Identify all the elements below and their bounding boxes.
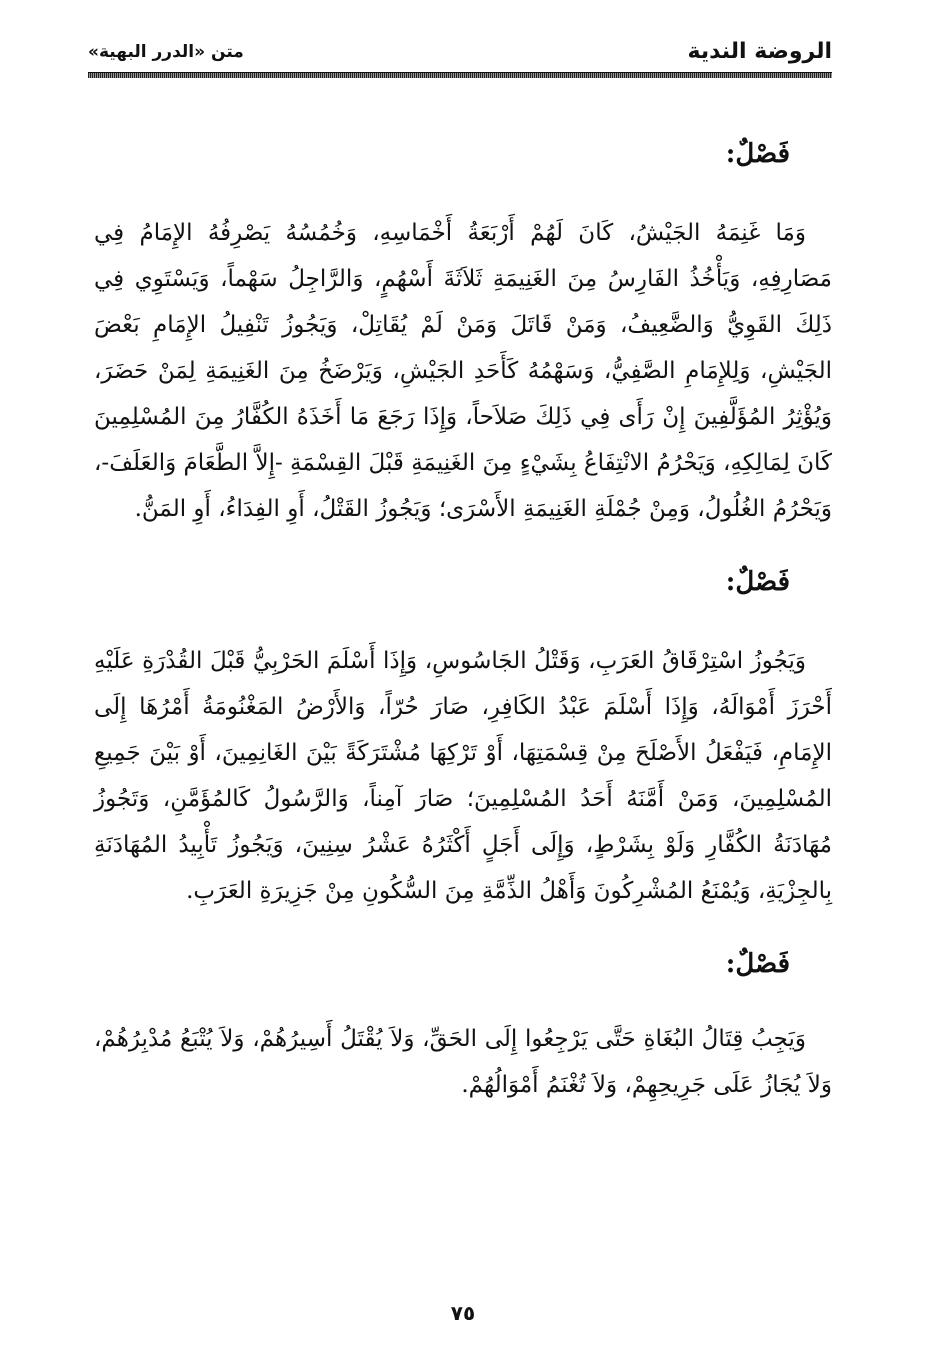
section-heading: فَصْلٌ: xyxy=(725,949,790,979)
section-paragraph: وَيَجِبُ قِتَالُ البُغَاةِ حَتَّى يَرْجِعُوا إِلَى الحَقِّ، وَلاَ يُقْتَلُ أَسِيرُهُمْ، وَلاَ يُتْبَعُ مُدْبِرُهُمْ، وَلاَ يُجَازُ عَلَى جَرِيحِهِمْ، وَلاَ تُغْنَمُ أَمْوَالُهُمْ. xyxy=(94,1026,832,1098)
section-heading: فَصْلٌ: xyxy=(725,139,790,169)
page-number: ٧٥ xyxy=(450,1301,476,1325)
book-title: الروضة الندية xyxy=(687,39,832,64)
section-paragraph: وَيَجُوزُ اسْتِرْقَاقُ العَرَبِ، وَقَتْلُ الجَاسُوسِ، وَإِذَا أَسْلَمَ الحَرْبِيُّ قَبْلَ القُدْرَةِ عَلَيْهِ أَحْرَزَ أَمْوَالَهُ، وَإِذَا أَسْلَمَ عَبْدُ الكَافِرِ، صَارَ حُرّاً، وَالأَرْضُ المَغْنُومَةُ أَمْرُهَا إِلَى الإِمَامِ، فَيَفْعَلُ الأَصْلَحَ مِنْ قِسْمَتِهَا، أَوْ تَرْكِهَا مُشْتَرَكَةً بَيْنَ الغَانِمِينَ، أَوْ بَيْنَ جَمِيعِ المُسْلِمِينَ، وَمَنْ أَمَّنَهُ أَحَدُ المُسْلِمِينَ؛ صَارَ آمِناً، وَالرَّسُولُ كَالمُؤَمَّنِ، وَتَجُوزُ مُهَادَنَةُ الكُفَّارِ وَلَوْ بِشَرْطٍ، وَإِلَى أَجَلٍ أَكْثَرُهُ عَشْرُ سِنِينَ، وَيَجُوزُ تَأْبِيدُ المُهَادَنَةِ بِالجِزْيَةِ، وَيُمْنَعُ المُشْرِكُونَ وَأَهْلُ الذِّمَّةِ مِنَ السُّكُونِ مِنْ جَزِيرَةِ العَرَبِ. xyxy=(94,648,832,904)
header-divider xyxy=(88,72,832,78)
section-paragraph: وَمَا غَنِمَهُ الجَيْشُ، كَانَ لَهُمْ أَرْبَعَةُ أَخْمَاسِهِ، وَخُمُسُهُ يَصْرِفُهُ الإِمَامُ فِي مَصَارِفِهِ، وَيَأْخُذُ الفَارِسُ مِنَ الغَنِيمَةِ ثَلاَثَةَ أَسْهُمٍ، وَالرَّاجِلُ سَهْماً، وَيَسْتَوِي فِي ذَلِكَ القَوِيُّ وَالضَّعِيفُ، وَمَنْ قَاتَلَ وَمَنْ لَمْ يُقَاتِلْ، وَيَجُوزُ تَنْفِيلُ الإِمَامِ بَعْضَ الجَيْشِ، وَلِلإِمَامِ الصَّفِيُّ، وَسَهْمُهُ كَأَحَدِ الجَيْشِ، وَيَرْضَخُ مِنَ الغَنِيمَةِ لِمَنْ حَضَرَ، وَيُؤْثِرُ المُؤَلَّفِينَ إِنْ رَأَى فِي ذَلِكَ صَلاَحاً، وَإِذَا رَجَعَ مَا أَخَذَهُ الكُفَّارُ مِنَ المُسْلِمِينَ كَانَ لِمَالِكِهِ، وَيَحْرُمُ الانْتِفَاعُ بِشَيْءٍ مِنَ الغَنِيمَةِ قَبْلَ القِسْمَةِ -إِلاَّ الطَّعَامَ وَالعَلَفَ-، وَيَحْرُمُ الغُلُولُ، وَمِنْ جُمْلَةِ الغَنِيمَةِ الأَسْرَى؛ وَيَجُوزُ القَتْلُ، أَوِ الفِدَاءُ، أَوِ المَنُّ. xyxy=(94,220,832,522)
running-header xyxy=(88,38,832,68)
book-subtitle: متن «الدرر البهية» xyxy=(88,42,244,62)
page-body xyxy=(94,128,832,1108)
section-heading: فَصْلٌ: xyxy=(725,567,790,597)
